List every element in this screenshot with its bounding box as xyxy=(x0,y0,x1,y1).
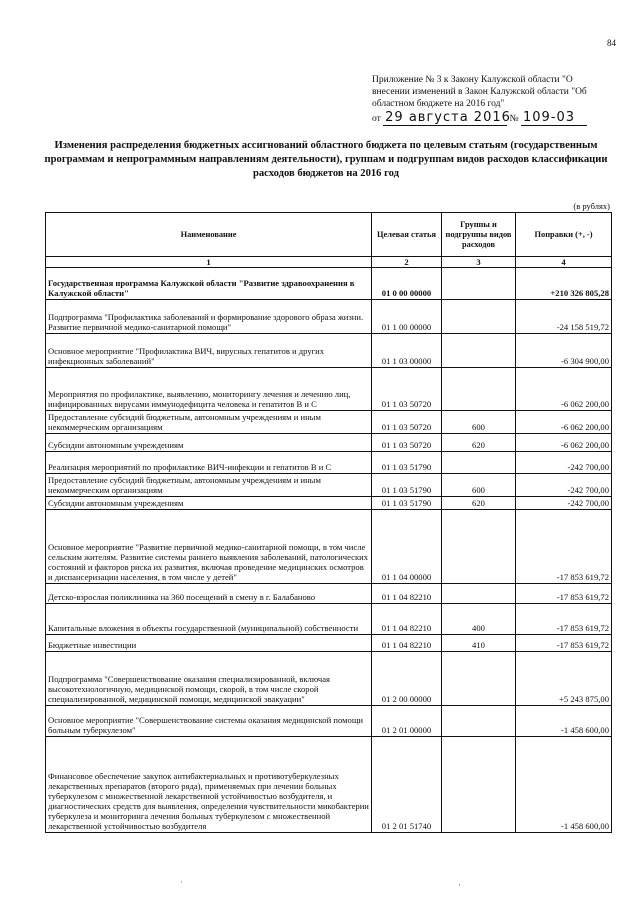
row-group-code xyxy=(442,452,516,474)
document-title: Изменения распределения бюджетных ассигнований областного бюджета по целевым статьям (государственным программам и непрограммным направлениям деятельности), группам и подгруппам видов расходов классификации расходов бюджетов на 2016 год xyxy=(44,140,608,179)
budget-table xyxy=(45,212,612,833)
row-name: Основное мероприятие "Профилактика ВИЧ, вирусных гепатитов и других инфекционных заболеваний" xyxy=(46,334,372,368)
row-amount: -1 458 600,00 xyxy=(516,706,612,737)
row-target-code: 01 1 04 82210 xyxy=(372,635,442,652)
row-group-code xyxy=(442,510,516,584)
footer-mark: ˙ xyxy=(180,880,183,890)
row-group-code: 600 xyxy=(442,411,516,434)
row-target-code: 01 0 00 00000 xyxy=(372,268,442,300)
row-target-code: 01 1 03 00000 xyxy=(372,334,442,368)
law-signature-line xyxy=(372,110,612,126)
row-amount: -6 062 200,00 xyxy=(516,368,612,411)
row-target-code: 01 1 03 51790 xyxy=(372,497,442,510)
col-number: 3 xyxy=(442,257,516,268)
row-group-code: 400 xyxy=(442,604,516,635)
row-target-code: 01 1 04 82210 xyxy=(372,584,442,604)
row-group-code xyxy=(442,737,516,833)
row-target-code: 01 2 00 00000 xyxy=(372,652,442,706)
row-amount: -24 158 519,72 xyxy=(516,300,612,334)
row-name: Реализация мероприятий по профилактике ВИЧ-инфекции и гепатитов В и С xyxy=(46,452,372,474)
row-target-code: 01 1 04 82210 xyxy=(372,604,442,635)
row-name: Детско-взрослая поликлиника на 360 посещений в смену в г. Балабаново xyxy=(46,584,372,604)
row-group-code: 600 xyxy=(442,474,516,497)
table-row xyxy=(46,497,612,510)
table-row xyxy=(46,584,612,604)
table-row xyxy=(46,510,612,584)
row-target-code: 01 2 01 00000 xyxy=(372,706,442,737)
page-number: 84 xyxy=(607,38,616,48)
row-target-code: 01 1 03 50720 xyxy=(372,368,442,411)
row-group-code xyxy=(442,268,516,300)
row-amount: +5 243 875,00 xyxy=(516,652,612,706)
row-name: Государственная программа Калужской области "Развитие здравоохранения в Калужской области" xyxy=(46,268,372,300)
row-name: Бюджетные инвестиции xyxy=(46,635,372,652)
row-target-code: 01 1 03 50720 xyxy=(372,434,442,452)
row-group-code xyxy=(442,584,516,604)
table-row xyxy=(46,334,612,368)
footer-mark: · xyxy=(458,880,461,890)
row-group-code: 620 xyxy=(442,434,516,452)
table-header-row xyxy=(46,213,612,257)
table-row xyxy=(46,300,612,334)
row-amount: -242 700,00 xyxy=(516,497,612,510)
row-group-code xyxy=(442,706,516,737)
row-name: Подпрограмма "Совершенствование оказания специализированной, включая высокотехнологичную, медицинской помощи, скорой, в том числе скорой специализированной, медицинской помощи, медицинской эвакуации" xyxy=(46,652,372,706)
table-row xyxy=(46,737,612,833)
unit-note: (в рублях) xyxy=(573,201,610,211)
row-target-code: 01 1 03 51790 xyxy=(372,474,442,497)
row-group-code: 410 xyxy=(442,635,516,652)
row-name: Субсидии автономным учреждениям xyxy=(46,497,372,510)
table-row xyxy=(46,368,612,411)
row-amount: -6 304 900,00 xyxy=(516,334,612,368)
col-number: 2 xyxy=(372,257,442,268)
row-name: Основное мероприятие "Совершенствование системы оказания медицинской помощи больным туберкулезом" xyxy=(46,706,372,737)
table-row xyxy=(46,652,612,706)
row-name: Предоставление субсидий бюджетным, автономным учреждениям и иным некоммерческим организациям xyxy=(46,411,372,434)
col-number: 1 xyxy=(46,257,372,268)
row-target-code: 01 1 03 50720 xyxy=(372,411,442,434)
sign-number-label: № xyxy=(509,114,519,124)
table-body xyxy=(46,268,612,833)
law-number: 109-03 xyxy=(521,110,587,126)
col-number: 4 xyxy=(516,257,612,268)
row-group-code xyxy=(442,300,516,334)
row-name: Субсидии автономным учреждениям xyxy=(46,434,372,452)
row-group-code: 620 xyxy=(442,497,516,510)
sign-from-label: от xyxy=(372,114,381,124)
row-target-code: 01 2 01 51740 xyxy=(372,737,442,833)
row-group-code xyxy=(442,368,516,411)
row-name: Капитальные вложения в объекты государственной (муниципальной) собственности xyxy=(46,604,372,635)
row-target-code: 01 1 00 00000 xyxy=(372,300,442,334)
header-groups: Группы и подгруппы видов расходов xyxy=(442,213,516,257)
table-row xyxy=(46,706,612,737)
row-amount: -6 062 200,00 xyxy=(516,434,612,452)
row-name: Предоставление субсидий бюджетным, автономным учреждениям и иным некоммерческим организациям xyxy=(46,474,372,497)
column-number-row xyxy=(46,257,612,268)
row-name: Мероприятия по профилактике, выявлению, мониторингу лечения и лечению лиц, инфицированных вирусами иммунодефицита человека и гепатитов В и С xyxy=(46,368,372,411)
row-amount: -1 458 600,00 xyxy=(516,737,612,833)
row-amount: -242 700,00 xyxy=(516,452,612,474)
table-row xyxy=(46,434,612,452)
row-group-code xyxy=(442,652,516,706)
header-changes: Поправки (+, -) xyxy=(516,213,612,257)
row-amount: -6 062 200,00 xyxy=(516,411,612,434)
appendix-note: Приложение № 3 к Закону Калужской области "О внесении изменений в Закон Калужской области "Об областном бюджете на 2016 год" xyxy=(372,75,587,109)
row-name: Основное мероприятие "Развитие первичной медико-санитарной помощи, в том числе сельским жителям. Развитие системы раннего выявления заболеваний, патологических состояний и факторов риска их развития, включая проведение медицинских осмотров и диспансеризации населения, в том числе у детей" xyxy=(46,510,372,584)
row-amount: -242 700,00 xyxy=(516,474,612,497)
row-name: Финансовое обеспечение закупок антибактериальных и противотуберкулезных лекарственных препаратов (второго ряда), применяемых при лечении больных туберкулезом с множественной лекарственной устойчивостью возбудителя, и диагностических средств для выявления, определения чувствительности микобактерии туберкулеза и мониторинга лечения больных туберкулезом с множественной лекарственной устойчивостью возбудителя xyxy=(46,737,372,833)
table-row xyxy=(46,604,612,635)
law-date: 29 августа 2016 xyxy=(385,110,511,125)
header-target: Целевая статья xyxy=(372,213,442,257)
row-amount: -17 853 619,72 xyxy=(516,584,612,604)
row-amount: +210 326 805,28 xyxy=(516,268,612,300)
table-row xyxy=(46,635,612,652)
row-amount: -17 853 619,72 xyxy=(516,510,612,584)
table-row xyxy=(46,452,612,474)
table-row xyxy=(46,268,612,300)
table-row xyxy=(46,474,612,497)
row-target-code: 01 1 04 00000 xyxy=(372,510,442,584)
row-amount: -17 853 619,72 xyxy=(516,604,612,635)
row-name: Подпрограмма "Профилактика заболеваний и формирование здорового образа жизни. Развитие первичной медико-санитарной помощи" xyxy=(46,300,372,334)
row-amount: -17 853 619,72 xyxy=(516,635,612,652)
row-group-code xyxy=(442,334,516,368)
header-name: Наименование xyxy=(46,213,372,257)
table-row xyxy=(46,411,612,434)
row-target-code: 01 1 03 51790 xyxy=(372,452,442,474)
